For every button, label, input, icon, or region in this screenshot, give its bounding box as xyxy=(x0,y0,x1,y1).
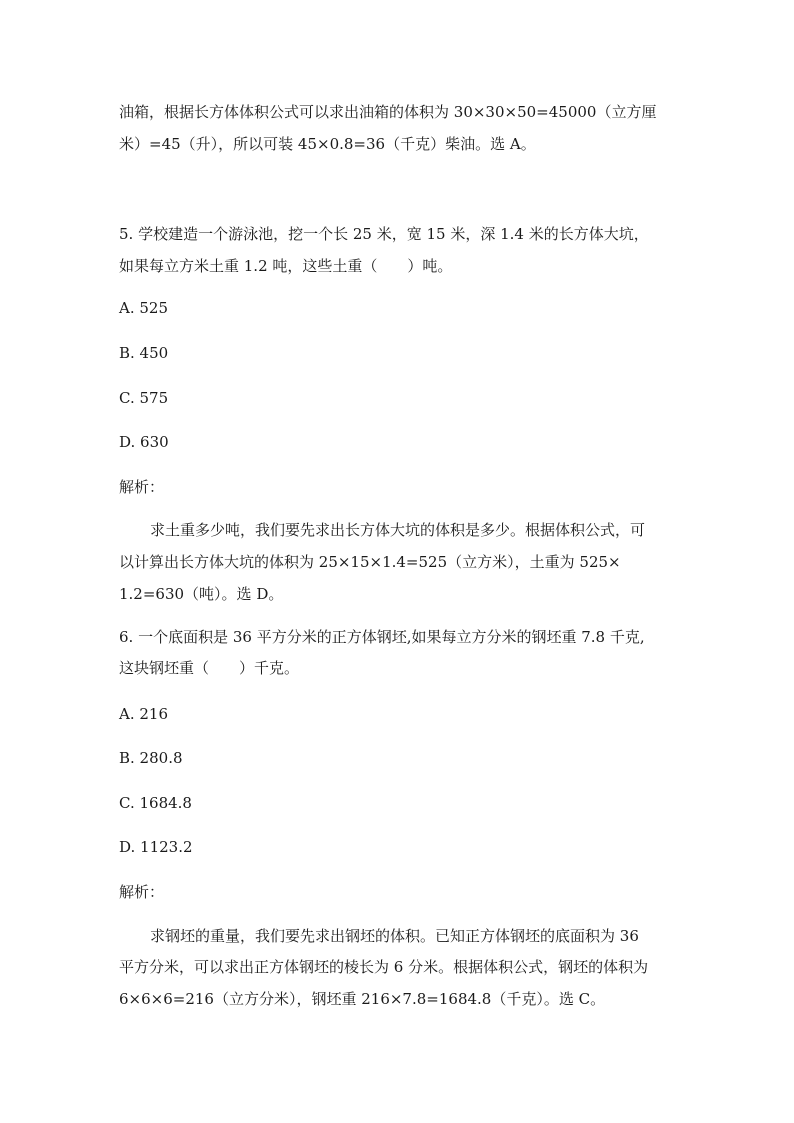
option-c: C. 1684.8 xyxy=(119,794,192,812)
option-b: B. 280.8 xyxy=(119,749,183,767)
analysis-line: 求土重多少吨，我们要先求出长方体大坑的体积是多少。根据体积公式，可 xyxy=(150,521,646,539)
analysis-line: 6×6×6=216（立方分米），钢坯重 216×7.8=1684.8（千克）。选 C。 xyxy=(119,990,606,1008)
text-line: 油箱，根据长方体体积公式可以求出油箱的体积为 30×30×50=45000（立方厘 xyxy=(119,103,657,121)
question-stem-line: 这块钢坯重（ ）千克。 xyxy=(119,659,300,677)
analysis-label: 解析： xyxy=(119,478,165,496)
analysis-line: 平方分米，可以求出正方体钢坯的棱长为 6 分米。根据体积公式，钢坯的体积为 xyxy=(119,958,649,976)
option-d: D. 630 xyxy=(119,433,169,451)
option-b: B. 450 xyxy=(119,344,169,362)
analysis-line: 以计算出长方体大坑的体积为 25×15×1.4=525（立方米），土重为 525× xyxy=(119,553,621,571)
analysis-label: 解析： xyxy=(119,883,165,901)
option-c: C. 575 xyxy=(119,389,169,407)
analysis-line: 1.2=630（吨）。选 D。 xyxy=(119,585,284,603)
option-a: A. 216 xyxy=(119,705,168,723)
text-line: 米）=45（升），所以可装 45×0.8=36（千克）柴油。选 A。 xyxy=(119,135,536,153)
question-stem-line: 如果每立方米土重 1.2 吨，这些土重（ ）吨。 xyxy=(119,257,453,275)
option-d: D. 1123.2 xyxy=(119,838,193,856)
option-a: A. 525 xyxy=(119,299,168,317)
analysis-line: 求钢坯的重量，我们要先求出钢坯的体积。已知正方体钢坯的底面积为 36 xyxy=(150,927,639,945)
question-stem-line: 5. 学校建造一个游泳池，挖一个长 25 米，宽 15 米，深 1.4 米的长方体大坑， xyxy=(119,225,649,243)
question-stem-line: 6. 一个底面积是 36 平方分米的正方体钢坯,如果每立方分米的钢坯重 7.8 千克, xyxy=(119,628,645,646)
